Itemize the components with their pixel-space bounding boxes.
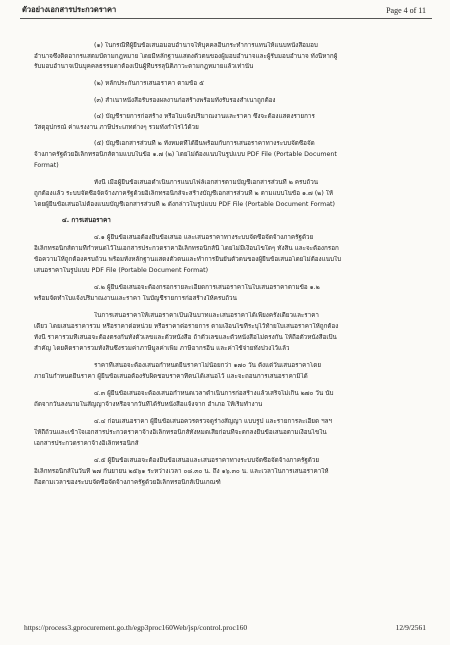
text-line: (๔) บัญชีรายการก่อสร้าง หรือใบแจ้งปริมาณงานและราคา ซึ่งจะต้องแสดงรายการ (94, 113, 315, 120)
text-line: ถูกต้องแล้ว ระบบจัดซื้อจัดจ้างภาครัฐด้วยอิเล็กทรอนิกส์จะสร้างบัญชีเอกสารส่วนที่ ๒ ตามแบบในข้อ ๑.๗ (๒) ให้ (34, 190, 334, 197)
text-line: จ้างภาครัฐด้วยอิเล็กทรอนิกส์ตามแบบในข้อ ๑.๗ (๒) โดยไม่ต้องแนบในรูปแบบ PDF File (Portable Document (34, 151, 337, 158)
text-line: รับมอบอำนาจเป็นบุคคลธรรมดาต้องเป็นผู้ที่บรรลุนิติภาวะตามกฎหมายแล้วเท่านั้น (34, 63, 254, 70)
text-line: ให้ถี่ถ้วนและเข้าใจเอกสารประกวดราคาจ้างอิเล็กทรอนิกส์ทั้งหมดเสียก่อนที่จะตกลงยื่นข้อเสนอตามเงื่อนไขใน (34, 429, 327, 436)
text-line: ทั้งนี้ เมื่อผู้ยื่นข้อเสนอดำเนินการแนบไฟล์เอกสารตามบัญชีเอกสารส่วนที่ ๒ ครบถ้วน (94, 179, 319, 186)
text-line: ๔.๑ ผู้ยื่นข้อเสนอต้องยื่นข้อเสนอ และเสนอราคาทางระบบจัดซื้อจัดจ้างภาครัฐด้วย (94, 234, 314, 241)
header-divider (20, 18, 432, 19)
text-line: (๕) บัญชีเอกสารส่วนที่ ๒ ทั้งหมดที่ได้ยื่นพร้อมกับการเสนอราคาทางระบบจัดซื้อจัด (94, 140, 315, 147)
page-number: Page 4 of 11 (386, 6, 426, 15)
text-line: อิเล็กทรอนิกส์ในวันที่ ๒๗ กันยายน ๒๕๖๑ ระหว่างเวลา ๐๘.๓๐ น. ถึง ๑๖.๓๐ น. และเวลาในการเสนอราคาให้ (34, 468, 329, 475)
text-line: (๓) สำเนาหนังสือรับรองผลงานก่อสร้างพร้อมทั้งรับรองสำเนาถูกต้อง (94, 97, 276, 104)
text-line: ๔.๕ ผู้ยื่นข้อเสนอจะต้องยื่นข้อเสนอและเสนอราคาทางระบบจัดซื้อจัดจ้างภาครัฐด้วย (94, 457, 320, 464)
section-heading: ๔. การเสนอราคา (62, 217, 111, 224)
text-line: ถือตามเวลาของระบบจัดซื้อจัดจ้างภาครัฐด้วยอิเล็กทรอนิกส์เป็นเกณฑ์ (34, 479, 221, 486)
footer-date: 12/9/2561 (395, 623, 426, 633)
text-line: Format) (34, 162, 59, 169)
text-line: สำคัญ โดยคิดราคารวมทั้งสิ้นซึ่งรวมค่าภาษีมูลค่าเพิ่ม ภาษีอากรอื่น และค่าใช้จ่ายทั้งปวงไว้แล้ว (34, 345, 290, 352)
text-line: อิเล็กทรอนิกส์ตามที่กำหนดไว้ในเอกสารประกวดราคาอิเล็กทรอนิกส์นี้ โดยไม่มีเงื่อนไขใดๆ ทั้งสิ้น และจะต้องกรอก (34, 245, 339, 252)
text-line: (๑) ในกรณีที่ผู้ยื่นข้อเสนอมอบอำนาจให้บุคคลอื่นกระทำการแทนให้แนบหนังสือมอบ (94, 42, 318, 49)
text-line: เอกสารประกวดราคาจ้างอิเล็กทรอนิกส์ (34, 440, 139, 447)
text-line: พร้อมจัดทำใบแจ้งปริมาณงานและราคา ในบัญชีรายการก่อสร้างให้ครบถ้วน (34, 295, 237, 302)
text-line: เสนอราคาในรูปแบบ PDF File (Portable Document Format) (34, 267, 209, 274)
text-line: ข้อความให้ถูกต้องครบถ้วน พร้อมทั้งหลักฐานแสดงตัวตนและทำการยืนยันตัวตนของผู้ยื่นข้อเสนอโดยไม่ต้องแนบใบ (34, 256, 342, 263)
text-line: โดยผู้ยื่นข้อเสนอไม่ต้องแนบบัญชีเอกสารส่วนที่ ๒ ดังกล่าวในรูปแบบ PDF File (Portable Document Format) (34, 201, 335, 208)
header-title: ตัวอย่างเอกสารประกวดราคา (22, 5, 117, 14)
text-line: ๔.๔ ก่อนเสนอราคา ผู้ยื่นข้อเสนอควรตรวจดูร่างสัญญา แบบรูป และรายการละเอียด ฯลฯ (94, 418, 333, 425)
text-line: ในการเสนอราคาให้เสนอราคาเป็นเงินบาทและเสนอราคาได้เพียงครั้งเดียวและราคา (94, 312, 319, 319)
footer-url: https://process3.gprocurement.go.th/egp3proc160Web/jsp/control.proc160 (24, 623, 248, 633)
text-line: ๔.๒ ผู้ยื่นข้อเสนอจะต้องกรอกรายละเอียดการเสนอราคาในใบเสนอราคาตามข้อ ๑.๒ (94, 284, 320, 291)
text-line: วัสดุอุปกรณ์ ค่าแรงงาน ภาษีประเภทต่างๆ รวมทั้งกำไรไว้ด้วย (34, 124, 199, 131)
text-line: ราคาที่เสนอจะต้องเสนอกำหนดยืนราคาไม่น้อยกว่า ๑๗๐ วัน ตั้งแต่วันเสนอราคาโดย (94, 362, 322, 369)
text-line: เดียว โดยเสนอราคารวม หรือราคาต่อหน่วย หรือราคาต่อรายการ ตามเงื่อนไขที่ระบุไว้ท้ายใบเสนอราคาให้ถูกต้อง (34, 323, 339, 330)
text-line: อำนาจซึ่งติดอากรแสตมป์ตามกฎหมาย โดยมีหลักฐานแสดงตัวตนของผู้มอบอำนาจและผู้รับมอบอำนาจ ทั้งนี้หากผู้ (34, 53, 338, 60)
text-line: ทั้งนี้ ราคารวมที่เสนอจะต้องตรงกันทั้งตัวเลขและตัวหนังสือ ถ้าตัวเลขและตัวหนังสือไม่ตรงกัน ให้ถือตัวหนังสือเป็น (34, 334, 337, 341)
text-line: ภายในกำหนดยืนราคา ผู้ยื่นข้อเสนอต้องรับผิดชอบราคาที่ตนได้เสนอไว้ และจะถอนการเสนอราคามิได้ (34, 373, 308, 380)
text-line: (๒) หลักประกันการเสนอราคา ตามข้อ ๕ (94, 80, 204, 87)
text-line: ถัดจากวันลงนามในสัญญาจ้างหรือจากวันที่ได้รับหนังสือแจ้งจาก อำเภอ ให้เริ่มทำงาน (34, 401, 263, 408)
text-line: ๔.๓ ผู้ยื่นข้อเสนอจะต้องเสนอกำหนดเวลาดำเนินการก่อสร้างแล้วเสร็จไม่เกิน ๒๗๐ วัน นับ (94, 390, 334, 397)
